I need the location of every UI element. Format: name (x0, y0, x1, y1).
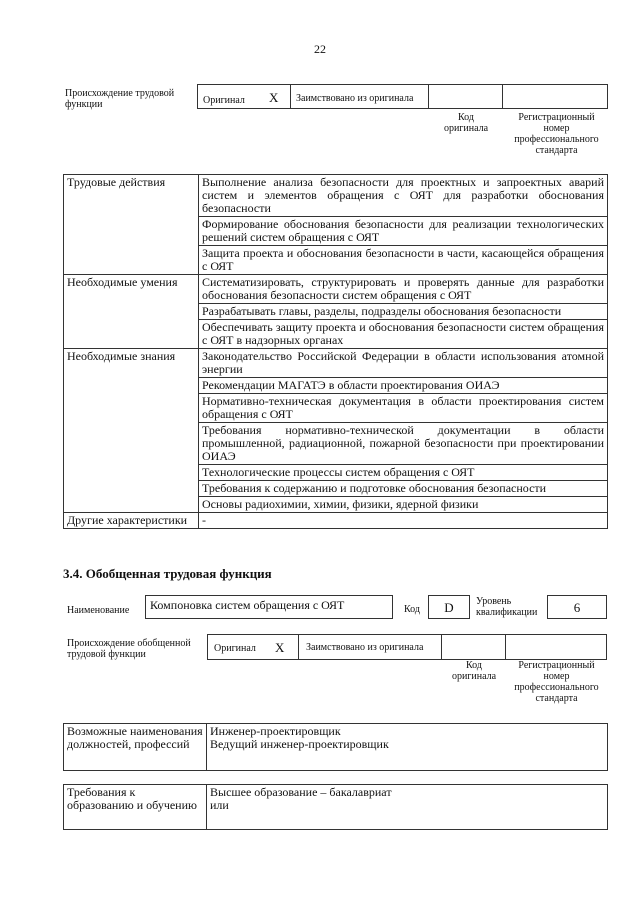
section-heading: 3.4. Обобщенная трудовая функция (63, 566, 272, 581)
code-caption: Код оригинала (451, 660, 497, 682)
origin-label: Происхождение трудовой функции (65, 88, 175, 110)
knowledge-label: Необходимые знания (64, 349, 199, 513)
education-item: Высшее образование – бакалавриат (210, 785, 392, 799)
knowledge-item: Основы радиохимии, химии, физики, ядерной физики (199, 497, 608, 513)
name-label: Наименование (67, 605, 130, 616)
labor-actions-label: Трудовые действия (64, 175, 199, 275)
education-cell (207, 785, 608, 830)
education-item: или (210, 798, 229, 812)
reg-caption: Регистрационный номер профессионального стандарта (514, 660, 599, 704)
knowledge-item: Технологические процессы систем обращения с ОЯТ (199, 465, 608, 481)
page-number: 22 (314, 42, 326, 56)
positions-label: Возможные наименования должностей, профессий (64, 724, 207, 771)
positions-cell (207, 724, 608, 771)
code-label: Код (404, 604, 420, 615)
knowledge-item: Требования к содержанию и подготовке обоснования безопасности (199, 481, 608, 497)
level-value: 6 (547, 595, 607, 619)
other-label: Другие характеристики (64, 513, 199, 529)
labor-action: Защита проекта и обоснования безопасности в части, касающейся обращения с ОЯТ (199, 246, 608, 275)
code-value: D (428, 595, 470, 619)
labor-action: Формирование обоснования безопасности для реализации технологических решений систем обращения с ОЯТ (199, 217, 608, 246)
position-item: Ведущий инженер-проектировщик (210, 737, 389, 751)
reg-caption: Регистрационный номер профессионального стандарта (514, 112, 599, 156)
skill: Разрабатывать главы, разделы, подразделы обоснования безопасности (199, 304, 608, 320)
name-value: Компоновка систем обращения с ОЯТ (145, 595, 393, 619)
original-label: Оригинал (203, 95, 245, 106)
education-table (63, 784, 608, 830)
skills-label: Необходимые умения (64, 275, 199, 349)
original-mark: X (269, 90, 279, 105)
generalized-origin-label: Происхождение обобщенной трудовой функции (67, 638, 191, 660)
original-label: Оригинал (214, 643, 256, 654)
education-label: Требования к образованию и обучению (64, 785, 207, 830)
knowledge-item: Нормативно-техническая документация в области проектирования систем обращения с ОЯТ (199, 394, 608, 423)
level-label: Уровень квалификации (476, 596, 538, 618)
position-item: Инженер-проектировщик (210, 724, 341, 738)
knowledge-item: Рекомендации МАГАТЭ в области проектирования ОИАЭ (199, 378, 608, 394)
skill: Обеспечивать защиту проекта и обоснования безопасности систем обращения с ОЯТ в надзорных органах (199, 320, 608, 349)
skill: Систематизировать, структурировать и проверять данные для разработки обоснования безопасности систем обращения с ОЯТ (199, 275, 608, 304)
borrowed-label: Заимствовано из оригинала (306, 642, 424, 653)
original-mark: X (275, 640, 285, 655)
labor-action: Выполнение анализа безопасности для проектных и запроектных аварий систем и элементов обращения с ОЯТ для разработки обоснования безопасности (199, 175, 608, 217)
knowledge-item: Требования нормативно-технической документации в области промышленной, радиационной, пожарной безопасности при проектировании ОИАЭ (199, 423, 608, 465)
knowledge-item: Законодательство Российской Федерации в области использования атомной энергии (199, 349, 608, 378)
positions-table (63, 723, 608, 771)
borrowed-label: Заимствовано из оригинала (296, 93, 414, 104)
other-value: - (199, 513, 608, 529)
code-caption: Код оригинала (443, 112, 489, 134)
labor-function-table (63, 174, 608, 529)
